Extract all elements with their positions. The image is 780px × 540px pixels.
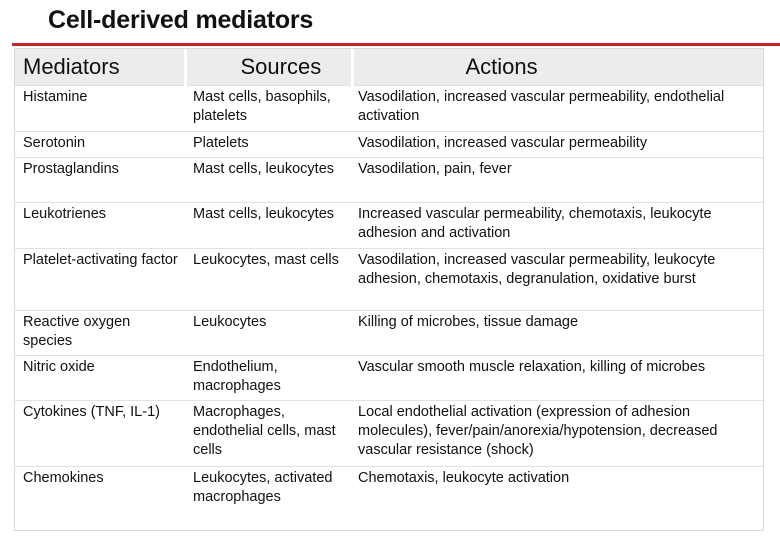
source-cell: Macrophages, endothelial cells, mast cells xyxy=(185,401,352,467)
source-cell: Endothelium, macrophages xyxy=(185,356,352,401)
action-cell: Vasodilation, pain, fever xyxy=(352,158,763,203)
table-row xyxy=(15,86,763,132)
source-cell: Leukocytes xyxy=(185,311,352,356)
mediator-cell: Serotonin xyxy=(15,132,185,158)
action-cell: Vascular smooth muscle relaxation, killing of microbes xyxy=(352,356,763,401)
source-cell: Leukocytes, mast cells xyxy=(185,249,352,311)
mediator-cell: Platelet-activating factor xyxy=(15,249,185,311)
action-cell: Increased vascular permeability, chemotaxis, leukocyte adhesion and activation xyxy=(352,203,763,249)
action-cell: Local endothelial activation (expression of adhesion molecules), fever/pain/anorexia/hypotension, decreased vascular resistance (shock) xyxy=(352,401,763,467)
mediator-cell: Cytokines (TNF, IL-1) xyxy=(15,401,185,467)
table-row xyxy=(15,132,763,158)
table-row xyxy=(15,203,763,249)
table-row xyxy=(15,467,763,527)
action-cell: Vasodilation, increased vascular permeability, endothelial activation xyxy=(352,86,763,132)
table-row xyxy=(15,158,763,203)
mediator-cell: Prostaglandins xyxy=(15,158,185,203)
page-title: Cell-derived mediators xyxy=(48,6,314,34)
action-cell: Chemotaxis, leukocyte activation xyxy=(352,467,763,527)
action-cell: Vasodilation, increased vascular permeability xyxy=(352,132,763,158)
source-cell: Mast cells, leukocytes xyxy=(185,158,352,203)
header-row xyxy=(15,49,763,86)
table-row xyxy=(15,401,763,467)
mediator-cell: Chemokines xyxy=(15,467,185,527)
header-sources: Sources xyxy=(185,49,352,86)
mediator-cell: Nitric oxide xyxy=(15,356,185,401)
mediator-cell: Histamine xyxy=(15,86,185,132)
header-mediators: Mediators xyxy=(15,49,185,86)
table-row xyxy=(15,311,763,356)
table-row xyxy=(15,356,763,401)
mediator-cell: Leukotrienes xyxy=(15,203,185,249)
header-actions: Actions xyxy=(352,49,763,86)
action-cell: Killing of microbes, tissue damage xyxy=(352,311,763,356)
action-cell: Vasodilation, increased vascular permeability, leukocyte adhesion, chemotaxis, degranulation, oxidative burst xyxy=(352,249,763,311)
source-cell: Mast cells, basophils, platelets xyxy=(185,86,352,132)
table-row xyxy=(15,249,763,311)
source-cell: Platelets xyxy=(185,132,352,158)
mediators-table xyxy=(14,48,764,531)
source-cell: Mast cells, leukocytes xyxy=(185,203,352,249)
mediator-cell: Reactive oxygen species xyxy=(15,311,185,356)
title-divider xyxy=(12,43,780,46)
source-cell: Leukocytes, activated macrophages xyxy=(185,467,352,527)
